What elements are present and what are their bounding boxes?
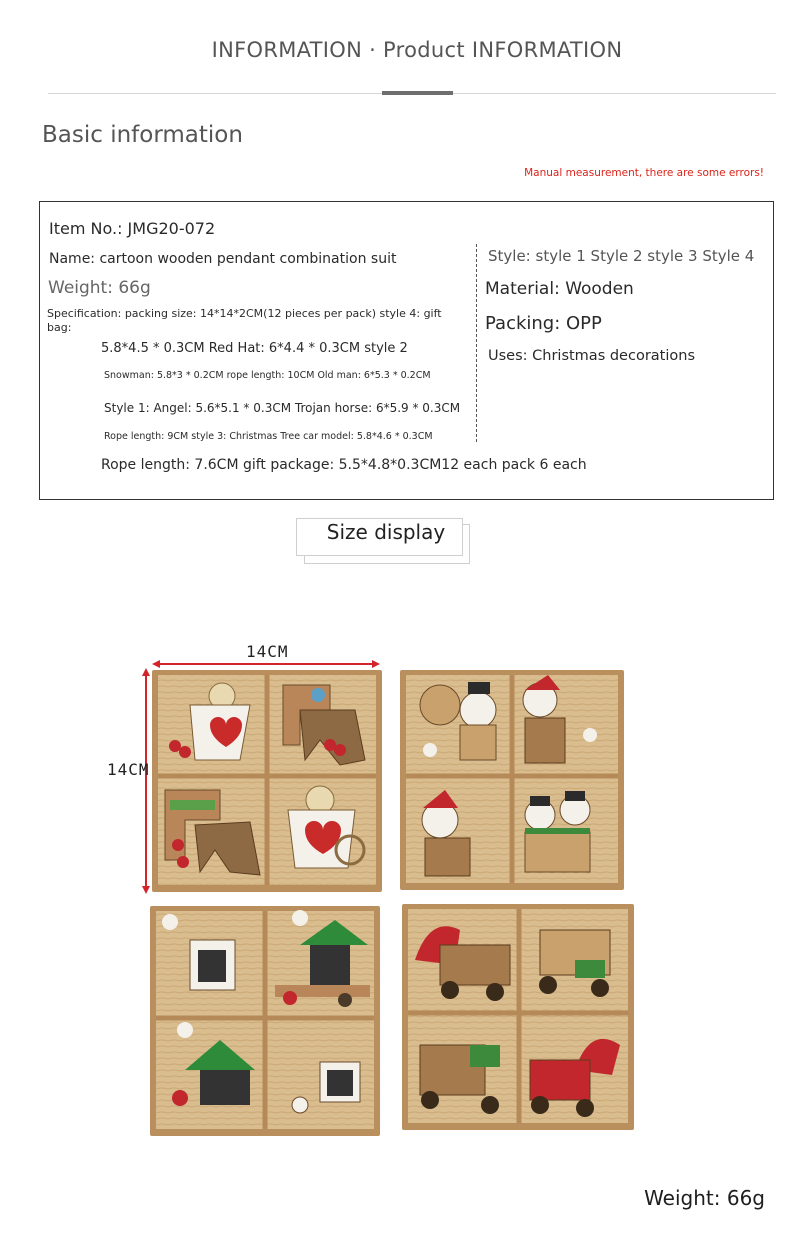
box-angel-horse (152, 670, 382, 892)
height-measure-arrow (142, 668, 150, 894)
spec-line-1: Specification: packing size: 14*14*2CM(12 pieces per pack) style 4: gift (47, 307, 442, 320)
spec-line-4: Snowman: 5.8*3 * 0.2CM rope length: 10CM Old man: 6*5.3 * 0.2CM (104, 370, 431, 381)
product-name: Name: cartoon wooden pendant combination suit (49, 251, 397, 267)
spec-line-7: Rope length: 7.6CM gift package: 5.5*4.8*0.3CM12 each pack 6 each (101, 457, 587, 473)
size-display-label: Size display (326, 520, 446, 544)
info-column-divider (476, 244, 477, 442)
footer-weight: Weight: 66g (644, 1186, 765, 1210)
uses-value: Uses: Christmas decorations (488, 348, 696, 364)
header-accent-bar (382, 91, 453, 95)
basic-info-title: Basic information (42, 122, 243, 148)
width-measure-arrow (152, 660, 380, 668)
measurement-note: Manual measurement, there are some errors! (524, 167, 764, 179)
box-snowman-santa (400, 670, 624, 890)
material-value: Material: Wooden (485, 279, 634, 299)
spec-line-6: Rope length: 9CM style 3: Christmas Tree car model: 5.8*4.6 * 0.3CM (104, 431, 433, 442)
width-measure-label: 14CM (246, 642, 289, 661)
box-tree-car (150, 906, 380, 1136)
product-photo (0, 600, 790, 1160)
box-red-hat-car (402, 904, 634, 1130)
height-measure-label: 14CM (107, 760, 150, 779)
spec-line-2: bag: (47, 321, 72, 334)
spec-line-3: 5.8*4.5 * 0.3CM Red Hat: 6*4.4 * 0.3CM style 2 (101, 341, 408, 356)
spec-line-5: Style 1: Angel: 5.6*5.1 * 0.3CM Trojan horse: 6*5.9 * 0.3CM (104, 401, 461, 415)
item-number: Item No.: JMG20-072 (49, 219, 216, 238)
page-header-title: INFORMATION · Product INFORMATION (211, 38, 623, 62)
product-weight: Weight: 66g (48, 278, 151, 298)
style-value: Style: style 1 Style 2 style 3 Style 4 (488, 247, 755, 265)
packing-value: Packing: OPP (485, 313, 602, 334)
